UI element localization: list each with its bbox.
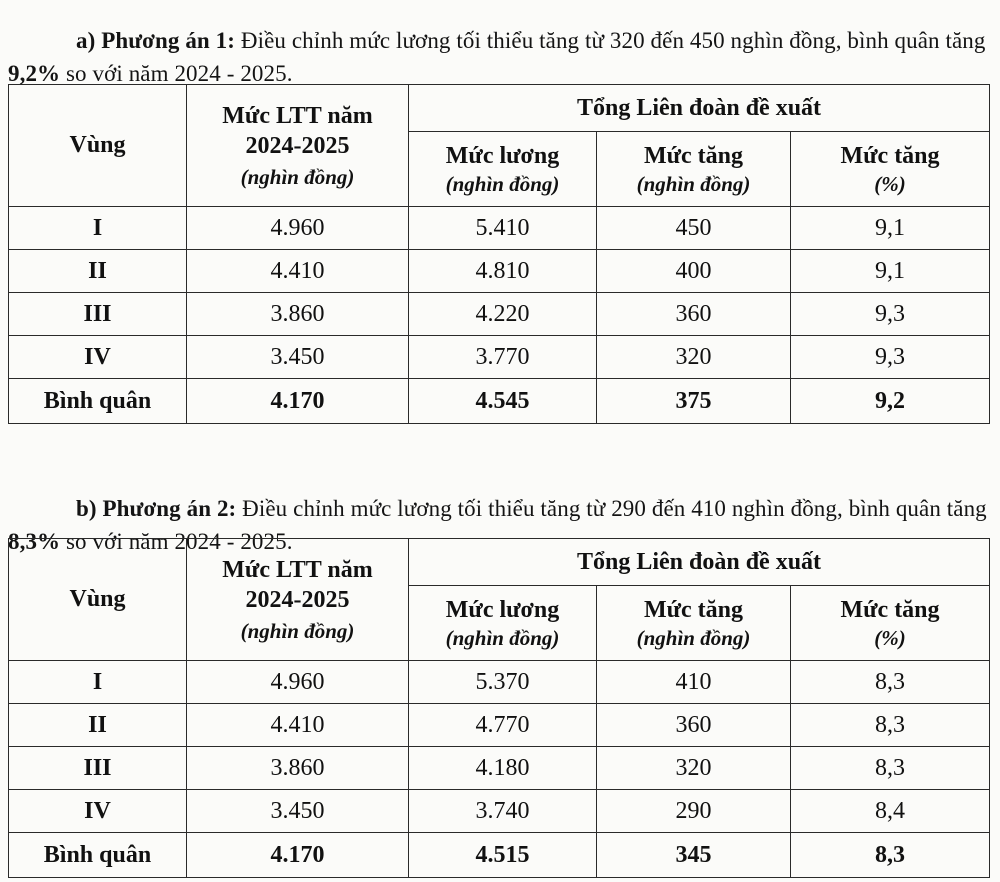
table-row <box>9 661 990 704</box>
table-2-header-group: Tổng Liên đoàn đề xuất <box>409 539 990 586</box>
table-2-header-salary <box>409 586 597 661</box>
cell-zone: I <box>9 661 187 704</box>
table-2-header-increase-unit: (nghìn đồng) <box>636 625 751 650</box>
table-1-header-current-title: Mức LTT năm <box>222 103 373 130</box>
cell-salary: 4.220 <box>409 293 597 336</box>
cell-salary: 5.370 <box>409 661 597 704</box>
cell-salary: 4.545 <box>409 379 597 424</box>
table-2-header-current-years: 2024-2025 <box>245 587 350 614</box>
table-2-header-percent <box>791 586 990 661</box>
paragraph-a-emphasis: 9,2% <box>8 60 61 86</box>
table-1-header-current-unit: (nghìn đồng) <box>240 164 355 189</box>
table-row <box>9 747 990 790</box>
cell-current: 3.860 <box>187 747 409 790</box>
cell-increase: 360 <box>597 293 791 336</box>
cell-current: 4.410 <box>187 704 409 747</box>
table-1-header-current <box>187 85 409 207</box>
table-1-header-salary <box>409 132 597 207</box>
table-row <box>9 790 990 833</box>
table-2-header-percent-unit: (%) <box>874 625 906 650</box>
table-2-head <box>9 539 990 661</box>
cell-current: 4.410 <box>187 250 409 293</box>
paragraph-b-label: b) Phương án 2: <box>76 496 237 521</box>
paragraph-b-body-2: so với năm 2024 - 2025. <box>60 528 293 554</box>
table-2-header-current-title: Mức LTT năm <box>222 557 373 584</box>
cell-increase: 410 <box>597 661 791 704</box>
table-1-header-increase <box>597 132 791 207</box>
table-1-header-zone: Vùng <box>9 85 187 207</box>
cell-increase: 345 <box>597 833 791 878</box>
cell-percent: 8,3 <box>791 661 990 704</box>
table-row <box>9 336 990 379</box>
paragraph-a-label: a) Phương án 1: <box>76 28 236 53</box>
cell-current: 3.860 <box>187 293 409 336</box>
table-1-body <box>9 207 990 424</box>
cell-current: 3.450 <box>187 336 409 379</box>
table-1-head <box>9 85 990 207</box>
table-2-body <box>9 661 990 878</box>
cell-current: 4.170 <box>187 833 409 878</box>
cell-percent: 9,1 <box>791 250 990 293</box>
cell-percent: 8,3 <box>791 704 990 747</box>
table-row-average <box>9 379 990 424</box>
cell-increase: 450 <box>597 207 791 250</box>
cell-increase: 400 <box>597 250 791 293</box>
table-2-header-zone: Vùng <box>9 539 187 661</box>
table-2-header-increase <box>597 586 791 661</box>
cell-current: 3.450 <box>187 790 409 833</box>
table-2-header-salary-unit: (nghìn đồng) <box>445 625 560 650</box>
table-phuong-an-1 <box>8 84 990 424</box>
cell-salary: 4.770 <box>409 704 597 747</box>
table-1-header-salary-unit: (nghìn đồng) <box>445 171 560 196</box>
table-2-header-increase-title: Mức tăng <box>643 596 744 623</box>
cell-current: 4.170 <box>187 379 409 424</box>
paragraph-phuong-an-1 <box>8 25 992 90</box>
cell-zone: IV <box>9 336 187 379</box>
cell-salary: 3.770 <box>409 336 597 379</box>
paragraph-a-body-1: Điều chỉnh mức lương tối thiểu tăng từ 320 đến 450 nghìn đồng, bình quân tăng <box>235 28 986 53</box>
table-2-header-salary-title: Mức lương <box>445 596 560 623</box>
table-1-header-current-years: 2024-2025 <box>245 133 350 160</box>
cell-percent: 9,2 <box>791 379 990 424</box>
cell-salary: 4.515 <box>409 833 597 878</box>
cell-increase: 375 <box>597 379 791 424</box>
cell-zone: Bình quân <box>9 379 187 424</box>
table-row-average <box>9 833 990 878</box>
cell-percent: 9,3 <box>791 336 990 379</box>
cell-zone: II <box>9 704 187 747</box>
cell-current: 4.960 <box>187 207 409 250</box>
table-1-header-row-1 <box>9 85 990 132</box>
cell-percent: 8,4 <box>791 790 990 833</box>
table-2-header-row-1 <box>9 539 990 586</box>
paragraph-b-body-1: Điều chỉnh mức lương tối thiểu tăng từ 290 đến 410 nghìn đồng, bình quân tăng <box>236 496 987 521</box>
table-row <box>9 207 990 250</box>
cell-zone: III <box>9 747 187 790</box>
table-2-header-current-unit: (nghìn đồng) <box>240 618 355 643</box>
cell-percent: 9,1 <box>791 207 990 250</box>
table-row <box>9 250 990 293</box>
table-1-header-percent-unit: (%) <box>874 171 906 196</box>
cell-salary: 5.410 <box>409 207 597 250</box>
cell-increase: 360 <box>597 704 791 747</box>
table-1-header-percent <box>791 132 990 207</box>
cell-percent: 8,3 <box>791 833 990 878</box>
cell-zone: I <box>9 207 187 250</box>
cell-percent: 8,3 <box>791 747 990 790</box>
cell-zone: Bình quân <box>9 833 187 878</box>
table-phuong-an-2 <box>8 538 990 878</box>
cell-zone: III <box>9 293 187 336</box>
cell-salary: 4.810 <box>409 250 597 293</box>
cell-zone: IV <box>9 790 187 833</box>
cell-zone: II <box>9 250 187 293</box>
table-1-header-increase-unit: (nghìn đồng) <box>636 171 751 196</box>
table-row <box>9 704 990 747</box>
table-1-header-increase-title: Mức tăng <box>643 142 744 169</box>
paragraph-b-emphasis: 8,3% <box>8 528 61 554</box>
cell-current: 4.960 <box>187 661 409 704</box>
table-1-header-percent-title: Mức tăng <box>840 142 940 169</box>
cell-percent: 9,3 <box>791 293 990 336</box>
table-2-header-percent-title: Mức tăng <box>840 596 940 623</box>
cell-increase: 320 <box>597 747 791 790</box>
cell-salary: 3.740 <box>409 790 597 833</box>
cell-increase: 290 <box>597 790 791 833</box>
table-row <box>9 293 990 336</box>
table-1-header-group: Tổng Liên đoàn đề xuất <box>409 85 990 132</box>
table-1-header-salary-title: Mức lương <box>445 142 560 169</box>
table-2-header-current <box>187 539 409 661</box>
cell-salary: 4.180 <box>409 747 597 790</box>
paragraph-a-body-2: so với năm 2024 - 2025. <box>60 60 293 86</box>
cell-increase: 320 <box>597 336 791 379</box>
